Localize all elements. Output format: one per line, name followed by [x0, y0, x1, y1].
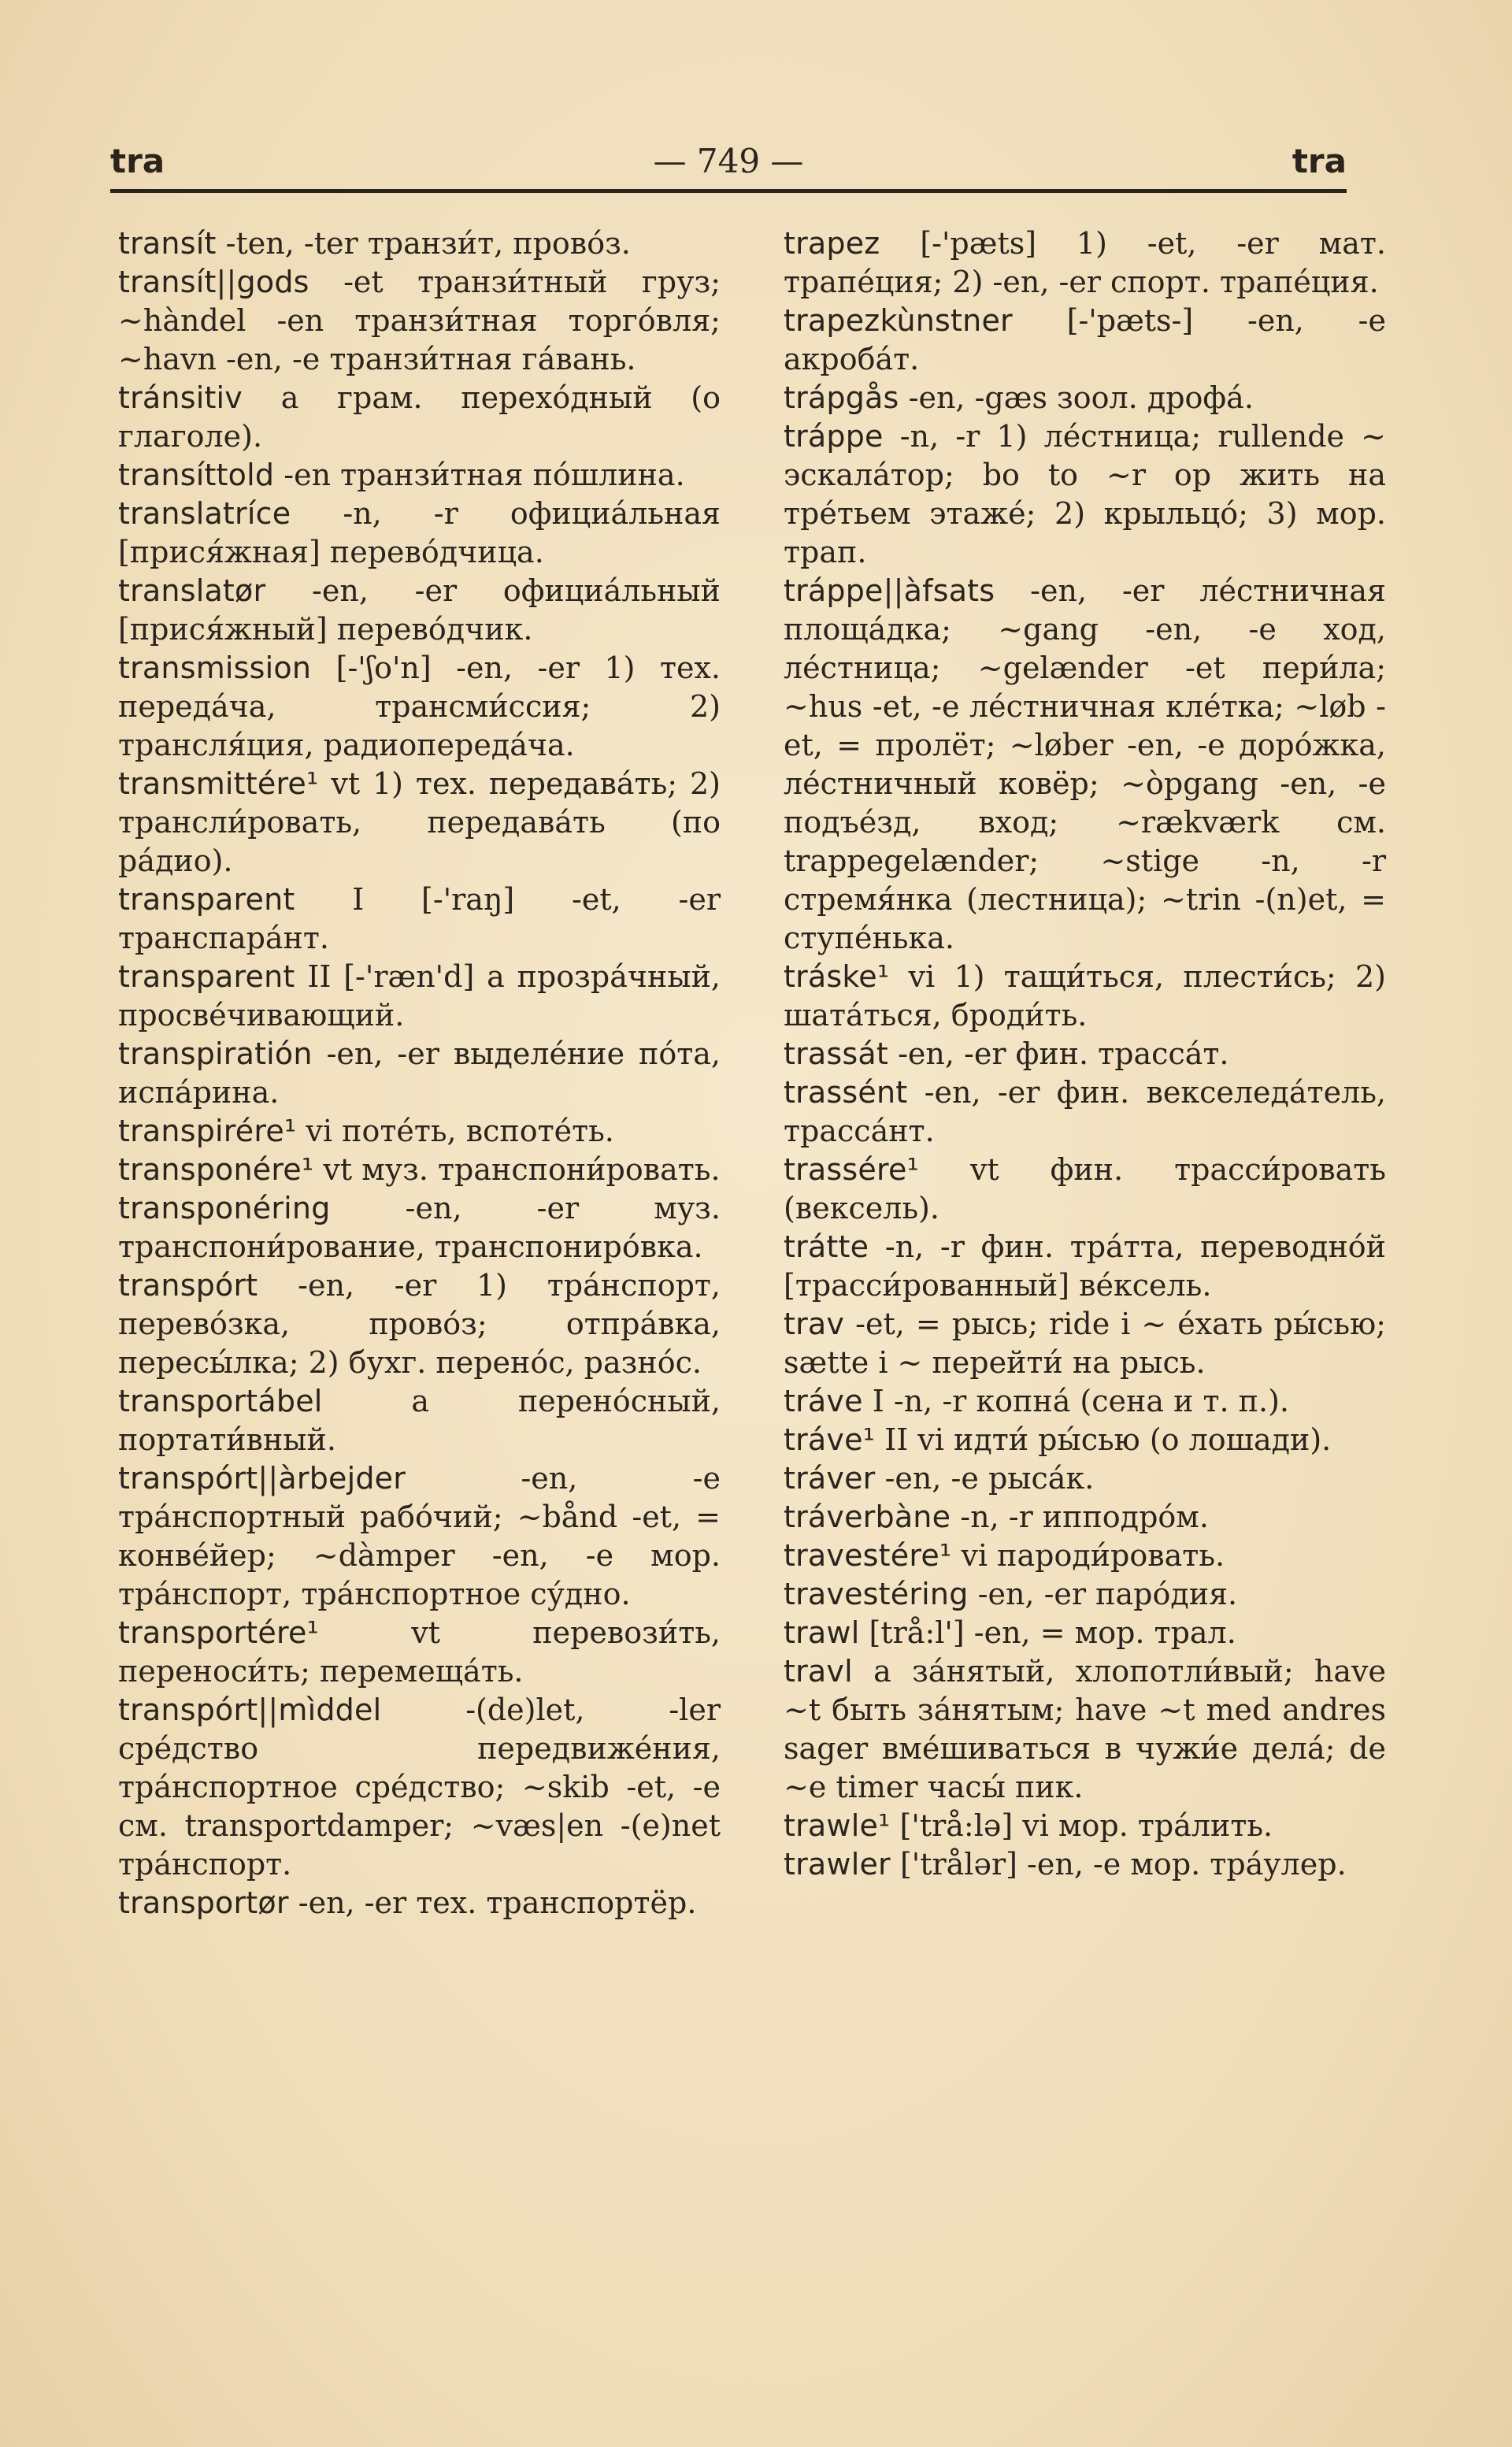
entry-headword: transíttold: [118, 458, 275, 492]
entry-definition: vi поте́ть, вспоте́ть.: [296, 1114, 614, 1148]
dictionary-entry: [784, 1073, 1386, 1151]
entry-headword: transmittére¹: [118, 766, 319, 801]
dictionary-entry: [784, 417, 1386, 572]
entry-headword: transportábel: [118, 1384, 323, 1418]
entry-headword: translatør: [118, 573, 266, 608]
dictionary-entry: [118, 958, 721, 1035]
entry-definition: ['trålər] -en, -e мор. тра́улер.: [890, 1847, 1347, 1882]
entry-definition: [-'pæts-] -en, -e акроба́т.: [784, 303, 1386, 376]
entry-headword: trápgås: [784, 380, 899, 415]
dictionary-entry: [118, 1382, 721, 1459]
entry-headword: transponére¹: [118, 1152, 314, 1187]
entry-headword: tránsitiv: [118, 380, 243, 415]
dictionary-entry: [118, 1151, 721, 1189]
dictionary-entry: [118, 1266, 721, 1382]
entry-definition: -en, -er фин. трасса́т.: [888, 1036, 1229, 1071]
entry-definition: vi пароди́ровать.: [951, 1538, 1225, 1573]
dictionary-entry: [784, 1421, 1386, 1459]
entry-definition: -en, -er фин. векселеда́тель, трасса́нт.: [784, 1075, 1386, 1148]
entry-headword: transpórt: [118, 1268, 258, 1303]
dictionary-entry: [784, 379, 1386, 417]
dictionary-entry: [784, 1305, 1386, 1382]
dictionary-entry: [118, 495, 721, 572]
entry-headword: travestéring: [784, 1577, 969, 1611]
entry-definition: -n, -r фин. тра́тта, переводно́й [трасси́рованный] ве́ксель.: [784, 1229, 1386, 1303]
entry-definition: -n, -r 1) ле́стница; rullende ~ эскала́тор; bo to ~r op жить на тре́тьем этаже́; 2) крыльцо́; 3) мор. трап.: [784, 419, 1386, 569]
entry-definition: -et, = рысь; ride i ~ е́хать ры́сью; sætte i ~ перейти́ на рысь.: [784, 1307, 1386, 1380]
dictionary-entry: [784, 1652, 1386, 1807]
entry-definition: -en, -er паро́дия.: [968, 1577, 1238, 1611]
entry-definition: II [-'ræn'd] a прозра́чный, просве́чивающий.: [118, 959, 721, 1033]
entry-definition: -en, -er 1) тра́нспорт, перево́зка, прово́з; отпра́вка, пересы́лка; 2) бухг. перено́с, разно́с.: [118, 1268, 721, 1380]
entry-headword: tráve: [784, 1384, 863, 1418]
entry-headword: transít: [118, 226, 217, 261]
dictionary-entry: [118, 1112, 721, 1151]
entry-definition: ['trå:lə] vi мор. тра́лить.: [890, 1808, 1273, 1843]
dictionary-entry: [118, 224, 721, 263]
entry-headword: transparent: [118, 882, 295, 917]
entry-definition: [-'pæts] 1) -et, -er мат. трапе́ция; 2) -en, -er спорт. трапе́ция.: [784, 226, 1386, 299]
entry-definition: -(de)let, -ler сре́дство передвиже́ния, тра́нспортное сре́дство; ~skib -et, -e см. transportdamper; ~væs|en -(e)net тра́нспорт.: [118, 1693, 721, 1882]
dictionary-entry: [118, 1614, 721, 1691]
entry-definition: vt 1) тех. передава́ть; 2) трансли́ровать, передава́ть (по ра́дио).: [118, 766, 721, 878]
entry-definition: -et транзи́тный груз; ~hàndel -en транзи́тная торго́вля; ~havn -en, -e транзи́тная га́вань.: [118, 265, 721, 376]
entry-headword: translatríce: [118, 496, 291, 531]
dictionary-entry: [118, 379, 721, 456]
dictionary-entry: [784, 1498, 1386, 1537]
dictionary-entry: [118, 765, 721, 881]
entry-definition: -en транзи́тная по́шлина.: [274, 458, 685, 492]
page-header: [110, 134, 1347, 197]
entry-definition: -en, -er официа́льный [прися́жный] перево́дчик.: [118, 573, 721, 647]
dictionary-entry: [784, 1807, 1386, 1845]
dictionary-entry: [118, 263, 721, 379]
entry-definition: [-'ʃo'n] -en, -er 1) тех. переда́ча, трансми́ссия; 2) трансля́ция, радиопереда́ча.: [118, 651, 721, 762]
dictionary-entry: [784, 1228, 1386, 1305]
entry-headword: transpiratión: [118, 1036, 313, 1071]
dictionary-entry: [118, 1035, 721, 1112]
entry-definition: -n, -r официа́льная [прися́жная] перево́дчица.: [118, 496, 721, 569]
entry-definition: vt перевози́ть, переноси́ть; перемеща́ть.: [118, 1615, 721, 1689]
entry-headword: transpirére¹: [118, 1114, 297, 1148]
entry-definition: I [-'raŋ] -et, -er транспара́нт.: [118, 882, 721, 955]
header-right-guideword: tra: [1292, 142, 1347, 180]
entry-definition: -en, -er выделе́ние по́та, испа́рина.: [118, 1036, 721, 1110]
dictionary-entry: [784, 1575, 1386, 1614]
dictionary-entry: [784, 1459, 1386, 1498]
dictionary-entry: [118, 881, 721, 958]
entry-headword: transmission: [118, 651, 312, 685]
dictionary-entry: [118, 1459, 721, 1614]
entry-definition: a за́нятый, хлопотли́вый; have ~t быть за́нятым; have ~t med andres sager вме́шиваться в чужи́е дела́; de ~e timer часы́ пик.: [784, 1654, 1386, 1804]
entry-definition: II vi идти́ ры́сью (о лошади).: [875, 1422, 1332, 1457]
entry-definition: I -n, -r копна́ (сена и т. п.).: [862, 1384, 1289, 1418]
page-number: — 749 —: [653, 142, 804, 180]
dictionary-entry: [118, 572, 721, 649]
dictionary-entry: [784, 572, 1386, 958]
dictionary-entry: [784, 1614, 1386, 1652]
entry-headword: transít||gods: [118, 265, 309, 299]
entry-headword: transponéring: [118, 1191, 331, 1225]
entry-headword: tráverbàne: [784, 1500, 951, 1534]
dictionary-entry: [784, 224, 1386, 302]
dictionary-entry: [784, 958, 1386, 1035]
dictionary-entry: [118, 1884, 721, 1922]
entry-definition: vt фин. трасси́ровать (вексель).: [784, 1152, 1386, 1225]
entry-definition: -en, -er ле́стничная площа́дка; ~gang -en, -e ход, ле́стница; ~gelænder -et пери́ла; ~hus -et, -e ле́стничная кле́тка; ~løb -et, = пролёт; ~løber -en, -e доро́жка, ле́стничный ковёр; ~òpgang -en, -e подъе́зд, вход; ~rækværk см. trappegelænder; ~stige -n, -r стремя́нка (лестница); ~trin -(n)et, = ступе́нька.: [784, 573, 1386, 955]
entry-definition: vi 1) тащи́ться, плести́сь; 2) шата́ться, броди́ть.: [784, 959, 1386, 1033]
entry-headword: transpórt||mìddel: [118, 1693, 382, 1727]
dictionary-entry: [784, 1151, 1386, 1228]
dictionary-entry: [118, 649, 721, 765]
header-rule: [110, 189, 1347, 193]
header-left-guideword: tra: [110, 142, 165, 180]
entry-headword: tráver: [784, 1461, 876, 1496]
dictionary-entry: [784, 302, 1386, 379]
dictionary-entry: [784, 1035, 1386, 1073]
entry-headword: trassént: [784, 1075, 908, 1110]
entry-headword: trawle¹: [784, 1808, 891, 1843]
entry-definition: -n, -r ипподро́м.: [951, 1500, 1209, 1534]
left-column: [118, 224, 721, 1922]
right-column: [784, 224, 1386, 1884]
entry-headword: tráske¹: [784, 959, 890, 994]
entry-headword: travestére¹: [784, 1538, 952, 1573]
entry-headword: transparent: [118, 959, 295, 994]
entry-headword: transportør: [118, 1885, 289, 1920]
entry-headword: transportére¹: [118, 1615, 319, 1650]
entry-definition: a грам. перехо́дный (о глаголе).: [118, 380, 721, 454]
entry-definition: -en, -gæs зоол. дрофа́.: [899, 380, 1254, 415]
entry-headword: trawl: [784, 1615, 860, 1650]
entry-definition: -en, -er муз. транспони́рование, транспониро́вка.: [118, 1191, 721, 1264]
entry-definition: -en, -e тра́нспортный рабо́чий; ~bånd -et, = конве́йер; ~dàmper -en, -e мор. тра́нспорт, тра́нспортное су́дно.: [118, 1461, 721, 1611]
entry-definition: a перено́сный, портати́вный.: [118, 1384, 721, 1457]
entry-headword: trav: [784, 1307, 845, 1341]
entry-headword: trassát: [784, 1036, 888, 1071]
entry-definition: -en, -e рыса́к.: [875, 1461, 1095, 1496]
entry-headword: tráve¹: [784, 1422, 876, 1457]
entry-headword: trassére¹: [784, 1152, 919, 1187]
entry-headword: travl: [784, 1654, 853, 1689]
entry-headword: trawler: [784, 1847, 891, 1882]
entry-headword: trapezkùnstner: [784, 303, 1013, 338]
entry-headword: tráppe: [784, 419, 884, 454]
dictionary-entry: [784, 1845, 1386, 1884]
entry-headword: tráppe||àfsats: [784, 573, 995, 608]
dictionary-entry: [118, 1189, 721, 1266]
dictionary-entry: [784, 1537, 1386, 1575]
entry-definition: -ten, -ter транзи́т, прово́з.: [216, 226, 631, 261]
entry-definition: vt муз. транспони́ровать.: [313, 1152, 721, 1187]
dictionary-entry: [118, 456, 721, 495]
entry-definition: -en, -er тех. транспортёр.: [288, 1885, 697, 1920]
dictionary-entry: [784, 1382, 1386, 1421]
entry-headword: trátte: [784, 1229, 869, 1264]
entry-headword: trapez: [784, 226, 880, 261]
entry-headword: transpórt||àrbejder: [118, 1461, 406, 1496]
dictionary-entry: [118, 1691, 721, 1884]
entry-definition: [trå:l'] -en, = мор. трал.: [859, 1615, 1236, 1650]
